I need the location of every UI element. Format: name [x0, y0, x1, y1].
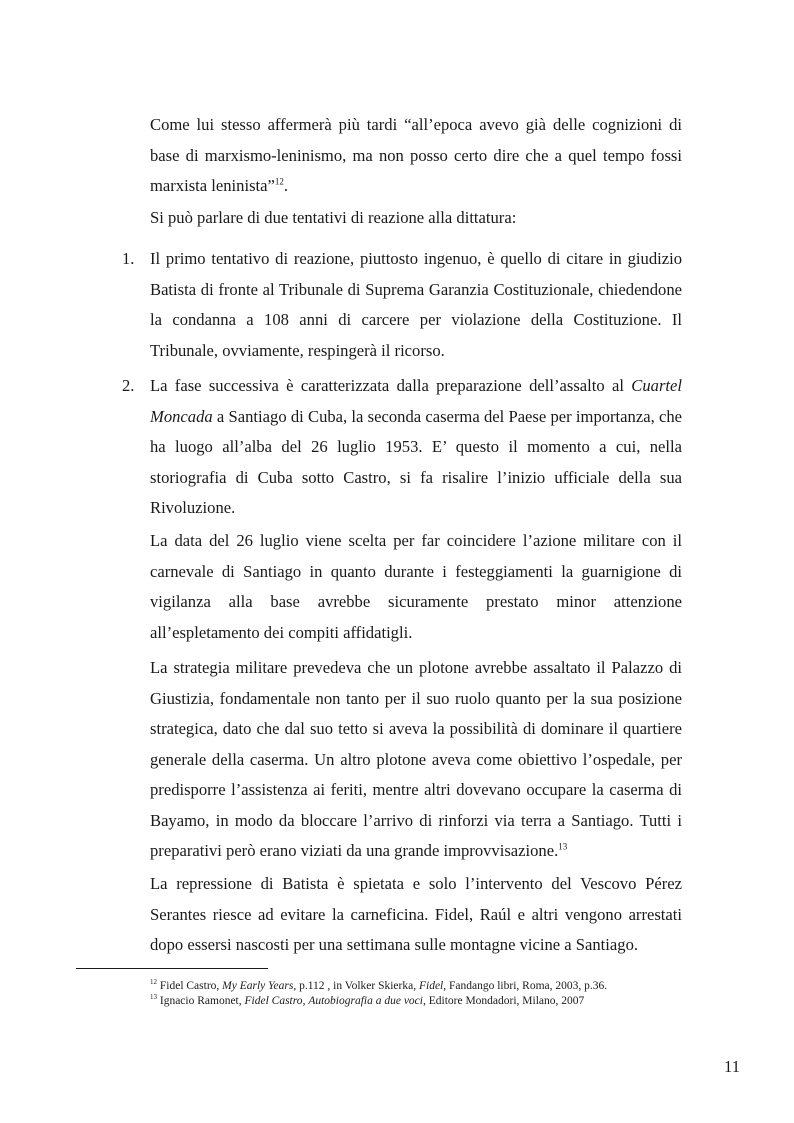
footnote-13: [150, 994, 584, 1009]
list-item-2-italic: Cuartel Moncada: [150, 376, 682, 426]
footnote-12-title: My Early Years: [222, 980, 294, 992]
footnote-12-text-a: Fidel Castro,: [157, 980, 223, 992]
paragraph-quote-end: .: [283, 176, 289, 195]
footnote-ref-12: 12: [274, 176, 284, 187]
footnote-13-text-b: ,: [302, 995, 309, 1007]
footnote-12: [150, 979, 607, 994]
list-item-2: [150, 371, 682, 524]
footnote-13-number: 13: [150, 993, 157, 1002]
paragraph-quote-text: Come lui stesso affermerà più tardi “all’epoca avevo già delle cognizioni di base di marxismo-leninismo, ma non posso certo dire che a quel tempo fossi marxista leninista”: [150, 115, 682, 195]
footnote-12-number: 12: [150, 978, 157, 987]
footnote-13-title: Fidel Castro: [244, 995, 303, 1007]
list-item-2-paragraph-3-text: La strategia militare prevedeva che un plotone avrebbe assaltato il Palazzo di Giustizia, fondamentale non tanto per il suo ruolo quanto per la sua posizione strategica, dato che dal suo tetto si aveva la possibilità di dominare il quartiere generale della caserma. Un altro plotone aveva come obiettivo l’ospedale, per predisporre l’assistenza ai feriti, mentre altri dovevano occupare la caserma di Bayamo, in modo da bloccare l’arrivo di rinforzi via terra a Santiago. Tutti i preparativi però erano viziati da una grande improvvisazione.: [150, 658, 682, 860]
list-item-2-paragraph-4: La repressione di Batista è spietata e solo l’intervento del Vescovo Pérez Serantes riesce ad evitare la carneficina. Fidel, Raúl e altri vengono arrestati dopo essersi nascosti per una settimana sulle montagne vicine a Santiago.: [150, 874, 682, 954]
paragraph-intro-list: Si può parlare di due tentativi di reazione alla dittatura:: [150, 208, 517, 227]
paragraph-quote: [150, 110, 682, 202]
list-number-2: 2.: [122, 376, 135, 395]
footnote-13-text-c: , Editore Mondadori, Milano, 2007: [422, 995, 585, 1007]
list-item-1: Il primo tentativo di reazione, piuttosto ingenuo, è quello di citare in giudizio Batista di fronte al Tribunale di Suprema Garanzia Costituzionale, chiedendone la condanna a 108 anni di carcere per violazione della Costituzione. Il Tribunale, ovviamente, respingerà il ricorso.: [150, 249, 682, 360]
list-item-2-paragraph-3: [150, 653, 682, 867]
list-item-2-paragraph-2: La data del 26 luglio viene scelta per far coincidere l’azione militare con il carnevale di Santiago in quanto durante i festeggiamenti la guarnigione di vigilanza alla base avrebbe sicuramente prestato minor attenzione all’espletamento dei compiti affidatigli.: [150, 531, 682, 642]
page-number: 11: [724, 1057, 740, 1076]
footnote-12-title-2: Fidel: [418, 980, 444, 992]
list-number-1: 1.: [122, 249, 135, 268]
list-item-2-text-a: La fase successiva è caratterizzata dalla preparazione dell’assalto al: [150, 376, 632, 395]
list-item-2-text-b: a Santiago di Cuba, la seconda caserma del Paese per importanza, che ha luogo all’alba del 26 luglio 1953. E’ questo il momento a cui, nella storiografia di Cuba sotto Castro, si fa risalire l’inizio ufficiale della sua Rivoluzione.: [150, 406, 682, 517]
footnote-12-text-c: , Fandango libri, Roma, 2003, p.36.: [443, 980, 608, 992]
footnote-13-text-a: Ignacio Ramonet,: [157, 995, 245, 1007]
footnote-ref-13: 13: [558, 841, 568, 852]
footnote-13-title-2: Autobiografia a due voci: [308, 995, 423, 1007]
footnote-separator: [76, 968, 268, 969]
footnote-12-text-b: , p.112 , in Volker Skierka,: [293, 980, 419, 992]
